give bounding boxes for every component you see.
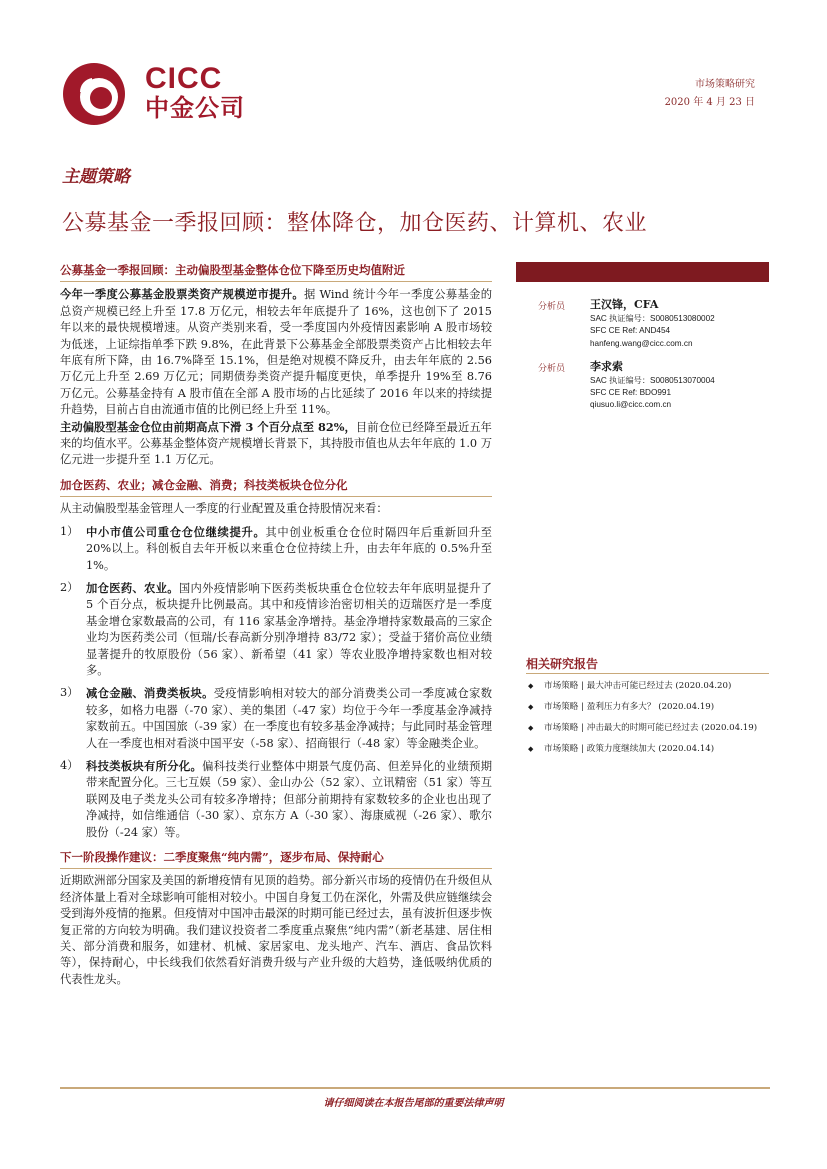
divider [60,868,492,869]
related-report-text[interactable]: 市场策略 | 政策力度继续加大 (2020.04.14) [544,744,715,754]
analyst-label: 分析员 [538,363,566,374]
analyst-card [516,358,769,412]
analyst-card [516,296,769,350]
paragraph-1-lead: 今年一季度公募基金股票类资产规模逆市提升。 [60,287,304,302]
page-title: 公募基金一季报回顾：整体降仓，加仓医药、计算机、农业 [62,211,648,236]
analyst-label: 分析员 [538,302,566,312]
divider [60,496,492,497]
analyst-name: 王汉锋，CFA [590,298,659,311]
section-tag: 主题策略 [62,167,130,187]
logo-text-en: CICC [145,62,223,95]
paragraph-2 [60,419,492,469]
main-body [60,262,492,988]
related-reports-list [528,680,769,764]
paragraph-2-lead: 主动偏股型基金仓位由前期高点下滑 3 个百分点至 82%， [60,419,356,434]
footer-divider [60,1087,770,1089]
heading-allocation: 加仓医药、农业；减仓金融、消费；科技类板块仓位分化 [60,477,348,492]
related-report-item[interactable] [528,743,769,755]
related-report-text[interactable]: 市场策略 | 最大冲击可能已经过去 (2020.04.20) [544,681,732,691]
paragraph-2-text: 目前仓位已经降至最近五年来的均值水平。公募基金整体资产规模增长背景下，其持股市值也从去年年底的 1.0 万亿元进一步提升至 1.1 万亿元。 [60,420,492,467]
heading-summary: 公募基金一季报回顾：主动偏股型基金整体仓位下降至历史均值附近 [60,263,405,277]
list-item-text: 其中创业板重仓仓位时隔四年后重新回升至 20%以上。科创板自去年开板以来重仓仓位持续上升，由去年年底的 0.5%升至 1%。 [86,525,492,572]
bullet-icon: ◆ [528,703,534,711]
bullet-icon: ◆ [528,745,534,753]
related-report-item[interactable] [528,680,769,692]
list-number: 4） [60,758,79,772]
list-number: 2） [60,580,79,594]
divider [60,281,492,282]
divider [526,673,769,674]
analyst-sfc: SFC CE Ref: BDO991 [590,388,671,398]
related-report-text[interactable]: 市场策略 | 冲击最大的时期可能已经过去 (2020.04.19) [544,723,758,733]
report-date: 2020 年 4 月 23 日 [664,97,755,108]
list-item-lead: 减仓金融、消费类板块。 [86,686,214,701]
list-item-text: 偏科技类行业整体中期景气度仍高、但差异化的业绩预期带来配置分化。三七互娱（59 家）、金山办公（52 家）、立讯精密（51 家）等互联网及电子类龙头公司有较多净增持；但部分前期持有家数较多的企业也出现了净减持，如信维通信（-30 家）、京东方 A（-30 家）、海康威视（-26 家）、歌尔股份（-24 家）等。 [86,759,492,839]
paragraph-1 [60,286,492,418]
list-number: 3） [60,686,79,700]
logo-text-cn: 中金公司 [145,94,245,122]
list-number: 1） [60,524,79,538]
list-item [60,685,492,752]
footer-disclaimer[interactable]: 请仔细阅读在本报告尾部的重要法律声明 [323,1098,504,1109]
analyst-sac: SAC 执证编号：S0080513070004 [590,375,715,385]
analyst-sac: SAC 执证编号：S0080513080002 [590,314,715,323]
analyst-email[interactable]: qiusuo.li@cicc.com.cn [590,400,672,410]
list-item-lead: 加仓医药、农业。 [86,580,179,595]
list-item [60,758,492,841]
related-report-item[interactable] [528,722,769,734]
analyst-sfc: SFC CE Ref: AND454 [590,326,671,336]
heading-next-steps: 下一阶段操作建议：二季度聚焦“纯内需”，逐步布局、保持耐心 [60,850,384,864]
paragraph-3: 从主动偏股型基金管理人一季度的行业配置及重仓持股情况来看： [60,502,388,516]
list-item-text: 受疫情影响相对较大的部分消费类公司一季度减仓家数较多，如格力电器（-70 家）、美的集团（-47 家）均位于今年一季度基金净减持家数前五。中国国旅（-39 家）在一季度也有较多基金净减持；与此同时基金管理人在一季度也相对看淡中国平安（-58 家）、招商银行（-48 家）等金融类企业。 [86,687,492,750]
analyst-panel [516,296,769,420]
analyst-name: 李求索 [590,359,623,373]
related-report-text[interactable]: 市场策略 | 盈利压力有多大？ (2020.04.19) [544,702,715,712]
list-item [60,524,492,574]
list-item-lead: 中小市值公司重仓仓位继续提升。 [86,524,266,539]
related-report-item[interactable] [528,701,769,713]
analyst-email[interactable]: hanfeng.wang@cicc.com.cn [590,338,693,348]
bullet-icon: ◆ [528,724,534,732]
sidebar-header-bar [516,262,769,282]
bullet-icon: ◆ [528,682,534,690]
related-reports-title: 相关研究报告 [526,657,599,671]
list-item [60,580,492,679]
report-type: 市场策略研究 [695,79,755,90]
list-item-text: 国内外疫情影响下医药类板块重仓仓位较去年年底明显提升了 5 个百分点，板块提升比例最高。其中和疫情诊治密切相关的迈瑞医疗是一季度基金增仓家数最高的公司，有 116 家基金净增持。基金净增持家数最高的三家企业均为医药类公司（恒瑞/长春高新分别净增持 83/72 家）；受益于猪价高位业绩显著提升的牧原股份（56 家）、新希望（41 家）等农业股净增持家数也相对较多。 [86,581,492,677]
paragraph-4: 近期欧洲部分国家及美国的新增疫情有见顶的趋势。部分新兴市场的疫情仍在升级但从经济体量上看对全球影响可能相对较小。中国自身复工仍在深化，外需及供应链继续会受到海外疫情的拖累。但疫情对中国冲击最深的时期可能已经过去，虽有波折但逐步恢复正常的方向较为明确。我们建议投资者二季度重点聚焦“纯内需”（新老基建、居住相关、部分消费和服务，如建材、机械、家居家电、龙头地产、汽车、酒店、食品饮料等），保持耐心，中长线我们依然看好消费升级与产业升级的大趋势，逢低吸纳优质的代表性龙头。 [60,874,492,986]
list-item-lead: 科技类板块有所分化。 [86,758,203,773]
paragraph-1-text: 据 Wind 统计今年一季度公募基金的总资产规模已经上升至 17.8 万亿元，相较去年年底提升了 16%，这也创下了 2015 年以来的最快规模增速。从资产类别来看，受一季度国内外疫情因素影响 A 股市场较为低迷，上证综指单季下跌 9.8%，在此背景下公募基金全部股票类资产占比相较去年年底有所下降，由 16.7%降至 15.1%，但是绝对规模不降反升，由去年年底的 2.56 万亿元上升至 2.69 万亿元；同期债券类资产提升幅度更快，单季提升 19%至 8.76 万亿元。公募基金持有 A 股市值在全部 A 股市场的占比延续了 2016 年以来的持续提升趋势，目前占自由流通市值的比例已经上升至 11%。 [60,288,492,417]
